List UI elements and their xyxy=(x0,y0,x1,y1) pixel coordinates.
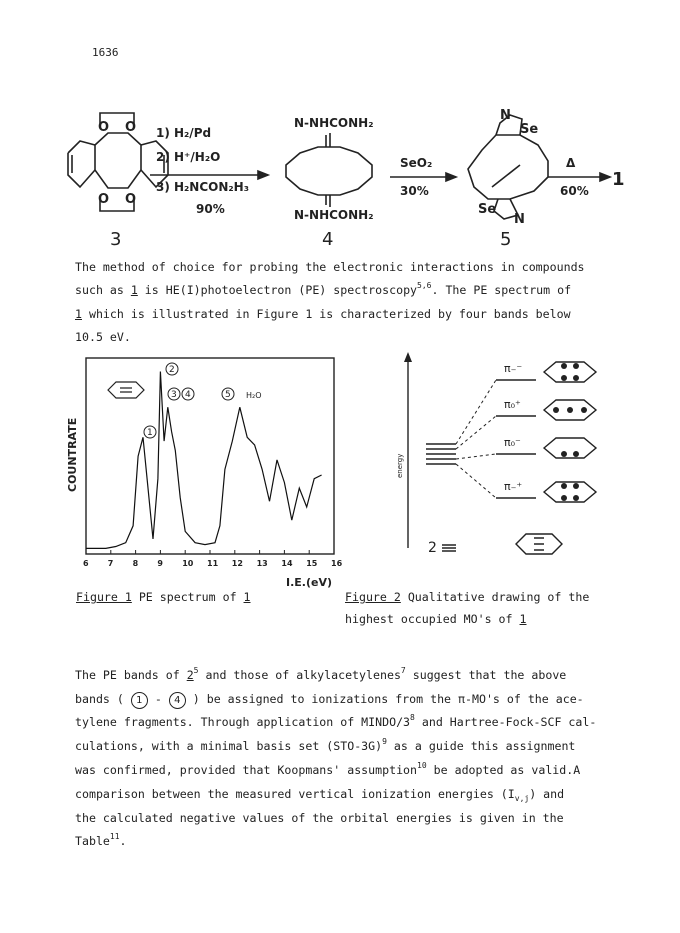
x-tick-label: 16 xyxy=(331,559,343,568)
level-label-2: π₀⁺ xyxy=(504,398,521,411)
compound-label-4: 4 xyxy=(322,229,334,250)
x-tick-label: 8 xyxy=(132,559,139,568)
paragraph-2 xyxy=(75,664,596,854)
mo-orbital-3-icon xyxy=(544,438,596,458)
ring-atom-o1: O xyxy=(98,120,110,135)
x-tick-label: 13 xyxy=(256,559,268,568)
reaction-scheme xyxy=(0,95,680,255)
figure2-caption: Figure 2 Qualitative drawing of the highest occupied MO's of 1 xyxy=(345,590,590,626)
mo-orbital-4-icon xyxy=(544,482,596,502)
step2-yield: 30% xyxy=(400,184,429,198)
ring-atom-o2: O xyxy=(125,120,137,135)
band-ref-4: 4 xyxy=(169,692,186,709)
ring-atom-o3: O xyxy=(98,192,110,207)
x-tick-label: 7 xyxy=(107,559,114,568)
band-label-4: 4 xyxy=(185,390,191,400)
x-axis-label: I.E.(eV) xyxy=(286,576,332,589)
peak-label-h2o: H₂O xyxy=(246,391,262,400)
pe-spectrum-chart xyxy=(60,352,350,590)
para1-line1: The method of choice for probing the electronic interactions in compounds xyxy=(75,260,585,274)
product-label: 1 xyxy=(612,169,625,190)
energy-arrow-icon xyxy=(404,352,412,362)
compound-2-label: 2 xyxy=(428,540,437,556)
compound-label-3: 3 xyxy=(110,229,122,250)
page-number: 1636 xyxy=(92,46,119,59)
group-bottom: N-NHCONH₂ xyxy=(294,208,374,222)
para2-line2: bands ( 1 - 4 ) be assigned to ionizations from the π-MO's of the ace- xyxy=(75,688,596,711)
compound-3-ring xyxy=(95,133,141,188)
x-tick-label: 10 xyxy=(182,559,194,568)
compound-label-5: 5 xyxy=(500,229,512,250)
para2-line4: culations, with a minimal basis set $(STO-3G)^9$ as a guide this assignment xyxy=(75,737,576,753)
band-label-2: 2 xyxy=(169,365,175,375)
group-top: N-NHCONH₂ xyxy=(294,116,374,130)
ring-atom-n2: N xyxy=(514,212,525,227)
step3-yield: 60% xyxy=(560,184,589,198)
x-tick-label: 14 xyxy=(281,559,293,568)
x-tick-label: 11 xyxy=(207,559,219,568)
paragraph-1 xyxy=(75,256,585,349)
level-label-4: π₋⁺ xyxy=(504,480,523,493)
para2-line1: The PE bands of $2^5$ and those of alkylacetylenes$^7$ suggest that the above xyxy=(75,666,567,682)
ring-atom-o4: O xyxy=(125,192,137,207)
inset-molecule-icon xyxy=(108,382,144,398)
figure1-caption: Figure 1 PE spectrum of 1 xyxy=(76,590,251,604)
level-label-3: π₀⁻ xyxy=(504,436,521,449)
step1-reagent-2: 2) H⁺/H₂O xyxy=(156,150,221,164)
band-label-5: 5 xyxy=(225,390,231,400)
ring-atom-se2: Se xyxy=(478,202,497,217)
para2-line6: comparison between the measured vertical ionization energies $(I_{v,j})$ and xyxy=(75,787,565,803)
para1-line2: such as 1 is HE(I)photoelectron (PE) spectroscopy$^{5,6}$. The PE spectrum of xyxy=(75,281,572,297)
ring-atom-n1: N xyxy=(500,108,511,123)
band-label-1: 1 xyxy=(147,428,153,438)
x-tick-label: 6 xyxy=(83,559,89,568)
compound-4-ring xyxy=(286,147,372,195)
step1-reagent-1: 1) H₂/Pd xyxy=(156,126,212,140)
step1-reagent-3: 3) H₂NCON₂H₃ xyxy=(156,180,249,194)
band-ref-1: 1 xyxy=(131,692,148,709)
step2-reagent: SeO₂ xyxy=(400,156,433,170)
para1-line3: 1 which is illustrated in Figure 1 is characterized by four bands below xyxy=(75,307,571,321)
mo-orbital-1-icon xyxy=(544,362,596,382)
band-label-3: 3 xyxy=(171,390,177,400)
chart-frame xyxy=(86,358,334,554)
step3-reagent: Δ xyxy=(566,156,576,170)
para2-line5: was confirmed, provided that Koopmans' assumption$^{10}$ be adopted as valid.A xyxy=(75,761,581,777)
x-tick-label: 15 xyxy=(306,559,318,568)
step1-yield: 90% xyxy=(196,202,225,216)
x-tick-label: 9 xyxy=(157,559,163,568)
x-tick-label: 12 xyxy=(231,559,243,568)
para2-line8: Table$^{11}$. xyxy=(75,832,127,848)
para1-line4: 10.5 eV. xyxy=(75,330,131,344)
energy-label: energy xyxy=(396,453,404,478)
mo-diagram xyxy=(384,348,624,578)
para2-line3: tylene fragments. Through application of MINDO/$3^8$ and Hartree-Fock-SCF cal- xyxy=(75,713,597,729)
level-label-1: π₋⁻ xyxy=(504,362,523,375)
ring-atom-se1: Se xyxy=(520,122,539,137)
y-axis-label: COUNTRATE xyxy=(66,417,79,492)
compound-5-ring xyxy=(468,135,548,199)
para2-line7: the calculated negative values of the orbital energies is given in the xyxy=(75,811,564,825)
